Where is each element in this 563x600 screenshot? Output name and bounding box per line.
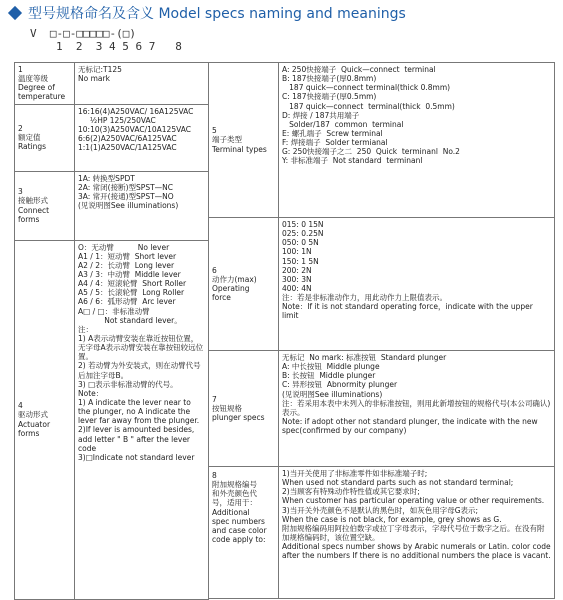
left-row-label-line: 3 [18, 187, 23, 197]
left-row-label-line: 2 [18, 123, 23, 133]
right-row-content-line: G: 250快接端子之二 250 Quick terminanl No.2 [282, 147, 460, 157]
left-row-content-line: 1) A表示动臂安装在靠近按钮位置，无字母A表示动臂安装在靠按钮较远位置。 [78, 333, 204, 362]
left-row-content-line: 1A: 转换型SPDT [78, 173, 135, 183]
row-content-terminal-types [279, 63, 555, 218]
right-spec-table [208, 62, 555, 599]
right-row-content-line: 1)当开关使用了非标准零件如非标准端子时; [282, 469, 428, 478]
row-label-temperature [15, 63, 75, 105]
right-row-content-line: 注：若是非标准动作力，用此动作力上限值表示。 [282, 293, 447, 303]
left-row-content-line: (见说明图See illuminations) [78, 200, 179, 210]
left-row-content-line: 6:6(2)A250VAC/6A125VAC [78, 133, 177, 143]
right-row-content-line: C: 187快接端子(厚0.5mm) [282, 92, 377, 102]
left-row-label-line: 温度等级 [18, 74, 48, 84]
left-row-content-line: 1:1(1)A250VAC/1A125VAC [78, 143, 177, 153]
left-row-content-line: No mark [78, 74, 110, 84]
row-content-connect-forms [75, 171, 209, 240]
row-label-connect-forms [15, 171, 75, 240]
left-row-content-line: A□ / □：非标准动臂 [78, 306, 150, 316]
right-row-label-line: Terminal types [212, 144, 267, 154]
left-row-label-line: Ratings [18, 142, 47, 152]
right-row-content-line: (见说明图See illuminations) [282, 389, 383, 399]
right-row-label-line: force [212, 293, 231, 303]
right-row-content-line: E: 螺孔端子 Screw terminal [282, 128, 383, 138]
left-row-content-line: A5 / 5：长滚轮臂 Long Roller [78, 288, 185, 298]
right-row-label-line: 和外壳颜色代 [212, 489, 257, 499]
left-row-label-line: 1 [18, 65, 23, 74]
row-content-actuator-forms [75, 240, 209, 599]
right-row-content-line: When customer has particular operating value or other requirements. [282, 496, 545, 506]
row-label-ratings [15, 104, 75, 171]
left-row-content-line: A3 / 3：中动臂 Middle lever [78, 269, 181, 279]
right-row-content-line: When used not standard parts such as not standard terminal; [282, 478, 514, 488]
section-title: 型号规格命名及含义 Model specs naming and meanings [28, 6, 406, 22]
left-row-label-line: 4 [18, 401, 23, 411]
right-row-content-line: 300: 3N [282, 274, 312, 284]
right-row-content-line: When the case is not black, for example, grey shows as G. [282, 514, 502, 524]
left-row-label-line: 驱动形式 [18, 410, 48, 420]
right-row-label-line: 端子类型 [212, 135, 242, 145]
row-content-temperature [75, 63, 209, 105]
right-row-content-line: 150: 1 5N [282, 256, 319, 266]
left-row-content-line: A6 / 6：弧形动臂 Arc lever [78, 297, 176, 307]
right-row-content-line: 187 quick—connect terminal(thick 0.5mm) [282, 101, 455, 111]
row-label-operating-force [209, 218, 279, 351]
right-row-content-line: 050: 0 5N [282, 238, 319, 248]
right-row-content-line: Solder/187 common terminal [282, 119, 404, 129]
left-row-label-line: Actuator forms [18, 419, 53, 438]
right-row-label-line: 7 [212, 394, 217, 404]
row-content-operating-force [279, 218, 555, 351]
model-digit-positions: 1 2 3 4 5 6 7 8 [56, 40, 182, 53]
left-row-content-line: ½HP 125/250VAC [78, 115, 156, 125]
right-row-content-line: 015: 0 15N [282, 220, 324, 229]
right-row-label-line: 6 [212, 265, 217, 275]
right-row-label-line: Operating [212, 284, 250, 293]
right-row-content-line: Y: 非标准端子 Not standard terminanl [282, 156, 423, 166]
left-row-content-line: 无标记:T125 [78, 65, 122, 74]
right-row-content-line: B: 187快接端子(厚0.8mm) [282, 74, 377, 84]
right-row-content-line: 025: 0.25N [282, 229, 324, 239]
left-row-content-line: 3) □表示非标准动臂的代号。 [78, 379, 178, 389]
left-spec-table [14, 62, 209, 600]
right-row-content-line: F: 焊接端子 Solder termianal [282, 138, 388, 148]
right-row-content-line: D: 焊接 / 187共用端子 [282, 110, 360, 120]
left-row-content-line: 注： [78, 324, 93, 334]
right-row-content-line: 187 quick—connect terminal(thick 0.8mm) [282, 83, 451, 93]
row-label-plunger-specs [209, 351, 279, 467]
row-content-additional-specs [279, 467, 555, 599]
left-row-content-line: 10:10(3)A250VAC/10A125VAC [78, 124, 191, 134]
right-row-label-line: code apply to: [212, 534, 266, 544]
left-row-content-line: A4 / 4：短滚轮臂 Short Roller [78, 279, 187, 289]
left-row-label-line: Connect forms [18, 205, 52, 224]
left-row-label-line: Degree of [18, 83, 55, 93]
section-header [8, 4, 406, 22]
right-row-content-line: A: 250快接端子 Quick—connect terminal [282, 65, 436, 74]
right-row-content-line: 无标记 No mark: 标准按钮 Standard plunger [282, 353, 447, 362]
left-row-content-line: 16:16(4)A250VAC/ 16A125VAC [78, 106, 194, 116]
left-row-content-line: 2)If lever is amounted besides, add letter " B " after the lever code [78, 425, 197, 453]
right-row-content-line: A: 中长按钮 Middle plunge [282, 362, 380, 372]
right-row-content-line: 2)当顾客有特殊动作特性值或其它要求时; [282, 487, 420, 497]
right-row-content-line: C: 异形按钮 Abnormity plunger [282, 380, 398, 390]
left-row-content-line: 3)□Indicate not standard lever [78, 452, 195, 462]
left-row-content-line: 2A: 常闭(接断)型SPST—NC [78, 182, 174, 192]
right-row-label-line: spec numbers [212, 516, 265, 526]
left-row-label-line: 接触形式 [18, 196, 48, 206]
left-row-content-line: Note： [78, 388, 104, 398]
right-row-label-line: 号，适用于： [212, 498, 257, 508]
right-row-content-line: Additional specs number shows by Arabic numerals or Latin. color code after the numbers If there is no additional numbers the place is vacant. [282, 542, 553, 561]
right-row-content-line: Note：If it is not standard operating force，indicate with the upper limit [282, 302, 536, 321]
left-row-content-line: 2) 若动臂为外安装式，则在动臂代号后加注字母B。 [78, 361, 201, 380]
left-row-content-line: 1) A indicate the lever near to the plunger, no A indicate the lever far away from the plunger. [78, 397, 200, 426]
right-row-content-line: 400: 4N [282, 283, 312, 293]
left-row-content-line: O：无动臂 No lever [78, 242, 170, 252]
left-row-content-line: A2 / 2：长动臂 Long lever [78, 260, 175, 270]
right-row-content-line: 3)当开关外壳颜色不是默认的黑色时，如灰色用字母G表示; [282, 505, 479, 515]
left-row-content-line: A1 / 1：短动臂 Short lever [78, 251, 177, 261]
right-row-content-line: Note: if adopt other not standard plunger, the indicate with the new spec(confirmed by our company) [282, 416, 540, 436]
row-label-additional-specs [209, 467, 279, 599]
right-row-content-line: 200: 2N [282, 265, 312, 275]
right-row-content-line: 注：若采用本表中未列入的非标准按钮，则用此新增按钮的规格代号(本公司确认)表示。 [282, 398, 551, 417]
right-row-label-line: Additional [212, 507, 250, 517]
left-row-content-line: 3A: 常开(接通)型SPST—NO [78, 191, 174, 201]
right-row-label-line: 附加规格编号 [212, 480, 257, 490]
right-row-content-line: B: 长按钮 Middle plunger [282, 371, 376, 381]
right-row-label-line: 8 [212, 471, 217, 480]
row-content-ratings [75, 104, 209, 171]
right-row-label-line: and case color [212, 525, 267, 535]
right-row-content-line: 附加规格编码用阿拉伯数字或拉丁字母表示，字母代号位于数字之后。在没有附加规格编码时，该位置空缺。 [282, 523, 545, 542]
left-row-label-line: temperature [18, 92, 66, 102]
left-row-label-line: 额定值 [18, 132, 41, 142]
right-row-content-line: 100: 1N [282, 247, 312, 257]
left-row-content-line: Not standard lever。 [78, 315, 182, 325]
row-label-actuator-forms [15, 240, 75, 599]
diamond-bullet-icon [8, 6, 22, 20]
right-row-label-line: plunger specs [212, 413, 265, 423]
right-row-label-line: 按钮规格 [212, 403, 242, 413]
row-label-terminal-types [209, 63, 279, 218]
model-code: V □-□-□□□□□-(□) [30, 27, 136, 40]
row-content-plunger-specs [279, 351, 555, 467]
right-row-label-line: 5 [212, 126, 217, 136]
right-row-label-line: 动作力(max) [212, 274, 257, 284]
